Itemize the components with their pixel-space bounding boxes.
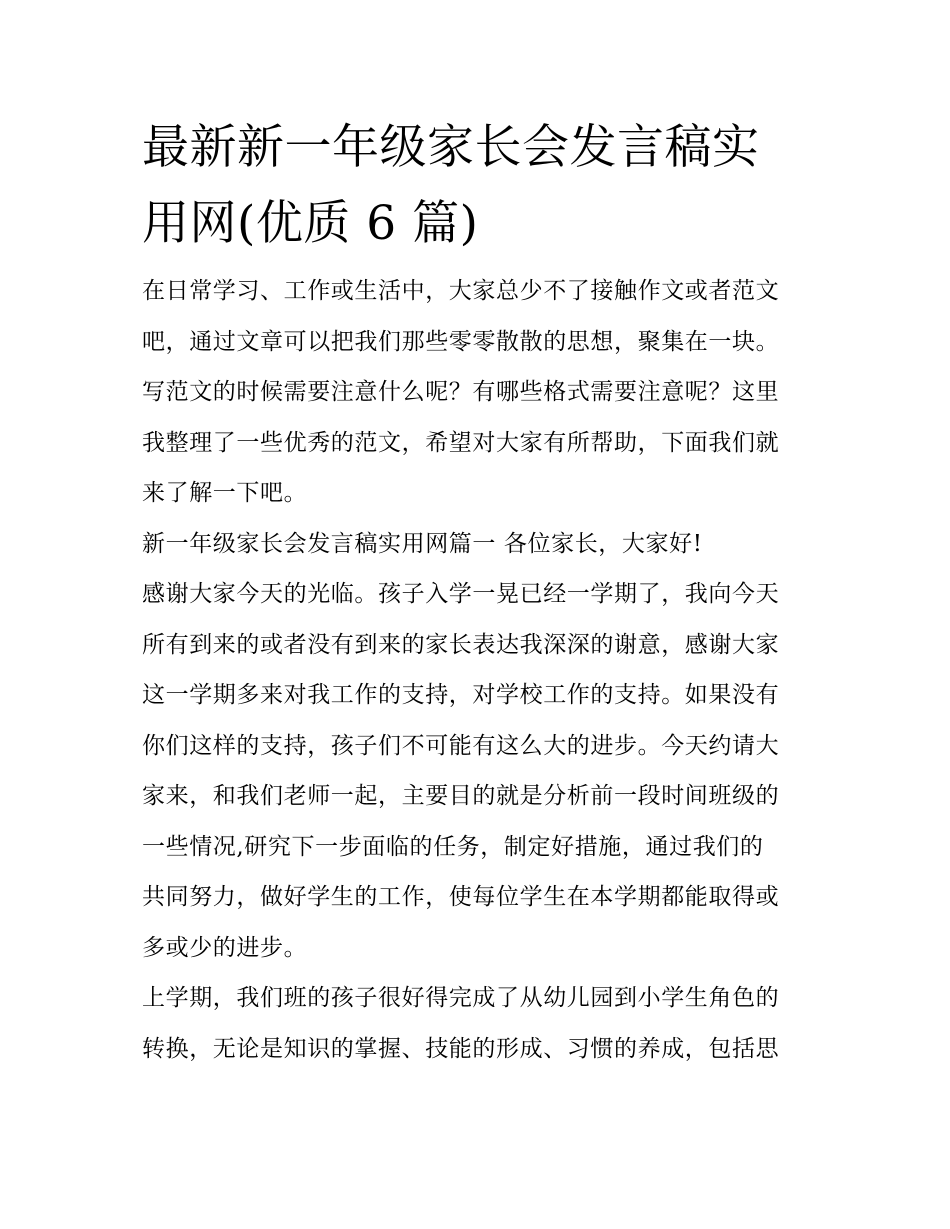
text-line: 转换，无论是知识的掌握、技能的形成、习惯的养成，包括思	[142, 1035, 780, 1062]
text-line: 在日常学习、工作或生活中，大家总少不了接触作文或者范文	[142, 278, 780, 304]
text-line: 来了解一下吧。	[142, 480, 308, 506]
text-line: 一些情况,研究下一步面临的任务，制定好措施，通过我们的	[142, 833, 764, 860]
text-line: 吧，通过文章可以把我们那些零零散散的思想，聚集在一块。	[142, 328, 780, 355]
intro-paragraph	[142, 266, 814, 519]
text-line: 你们这样的支持，孩子们不可能有这么大的进步。今天约请大	[142, 732, 780, 759]
text-line: 所有到来的或者没有到来的家长表达我深深的谢意，感谢大家	[142, 631, 780, 658]
text-line: 感谢大家今天的光临。孩子入学一晃已经一学期了，我向今天	[142, 581, 780, 607]
section-heading-paragraph	[142, 519, 814, 570]
document-page	[142, 110, 814, 1074]
title-line: 最新新一年级家长会发言稿实	[142, 120, 760, 175]
text-line: 我整理了一些优秀的范文，希望对大家有所帮助，下面我们就	[142, 429, 780, 456]
text-line: 写范文的时候需要注意什么呢？有哪些格式需要注意呢？这里	[142, 379, 780, 405]
text-line: 共同努力，做好学生的工作，使每位学生在本学期都能取得或	[142, 884, 780, 910]
body-paragraph	[142, 569, 814, 973]
title-line: 用网(优质 6 篇)	[142, 196, 479, 251]
text-line: 上学期，我们班的孩子很好得完成了从幼儿园到小学生角色的	[142, 985, 780, 1011]
text-line: 多或少的进步。	[142, 934, 308, 961]
text-line: 这一学期多来对我工作的支持，对学校工作的支持。如果没有	[142, 682, 780, 708]
text-line: 新一年级家长会发言稿实用网篇一 各位家长，大家好!	[142, 530, 703, 557]
body-paragraph	[142, 973, 814, 1074]
text-line: 家来，和我们老师一起，主要目的就是分析前一段时间班级的	[142, 783, 780, 809]
document-title	[142, 110, 814, 262]
